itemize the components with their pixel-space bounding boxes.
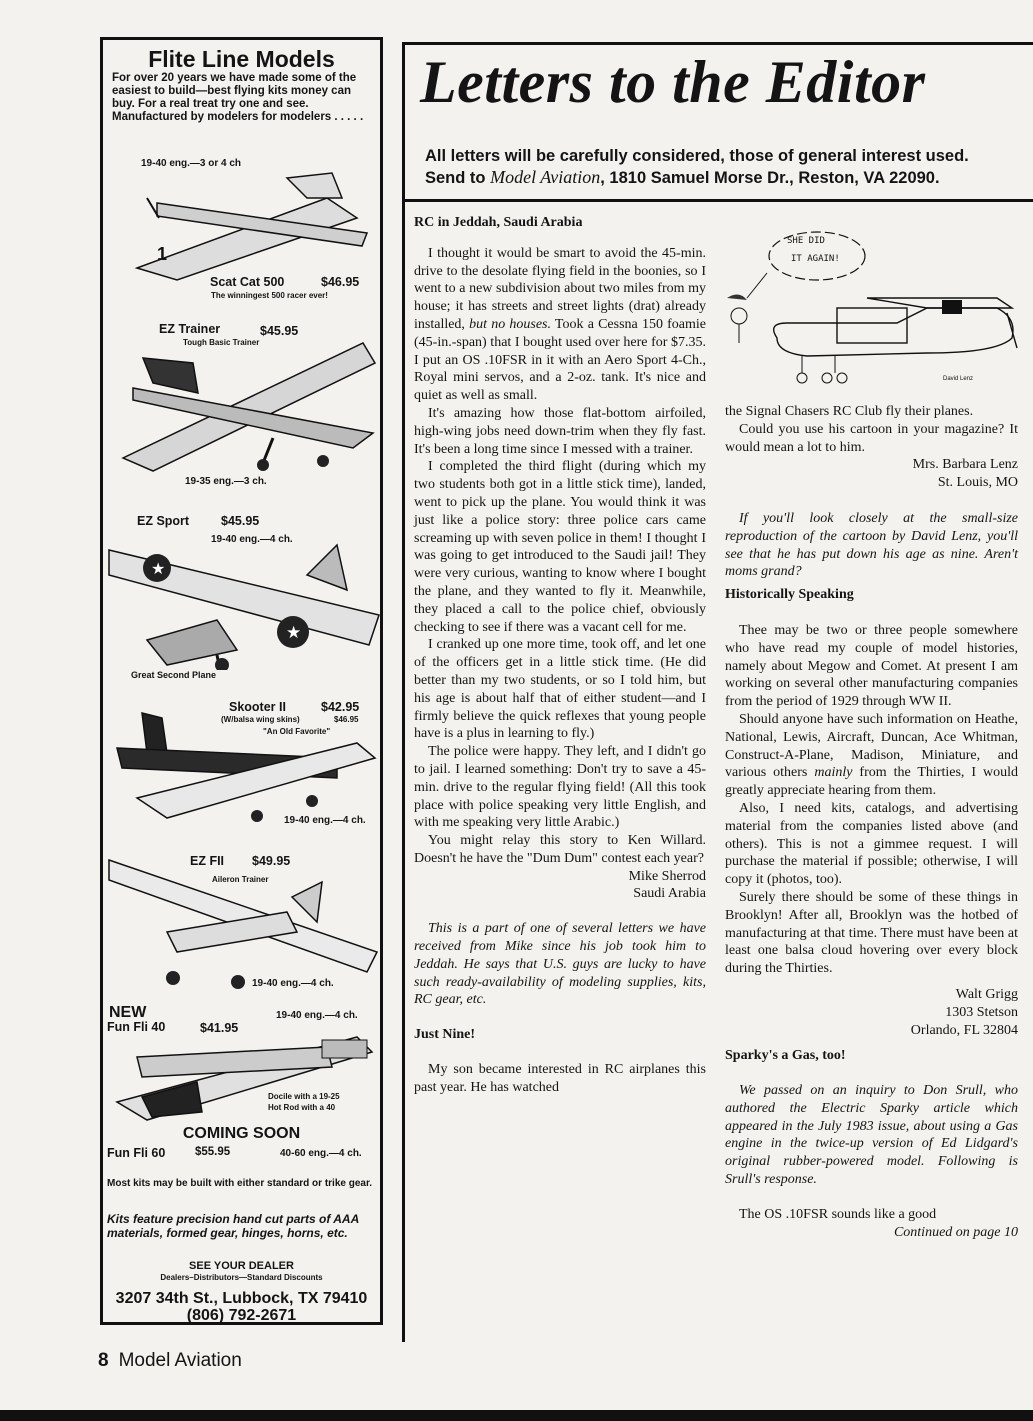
letter-paragraph: Also, I need kits, catalogs, and advertising material from the companies listed above (and others). This is not a gimmee request. I will purchase the material if possible; otherwise, I will copy it (photos, too).: [725, 800, 1018, 888]
ez-trainer-price: $45.95: [260, 324, 299, 338]
letters-column-1: [414, 214, 706, 1097]
skooter-name: Skooter II: [229, 700, 286, 714]
ad-title: Flite Line Models: [148, 46, 335, 72]
editor-note: This is a part of one of several letters we have received from Mike since his job took him to Jeddah. He says that U.S. guys are lucky to have such ready-availability of modeling supplies, kits, RC gear, etc.: [414, 921, 706, 1008]
ez-fii-price: $49.95: [252, 854, 291, 868]
signature-city: Orlando, FL 32804: [910, 1022, 1018, 1038]
editor-note: If you'll look closely at the small-size reproduction of the cartoon by David Lenz, you'll see that he has put down his age as nine. Aren't moms grand?: [725, 510, 1018, 580]
fun-fli-40-price: $41.95: [200, 1021, 239, 1035]
svg-text:★: ★: [286, 623, 302, 642]
signature-name: Walt Grigg: [955, 986, 1018, 1002]
editor-note: We passed on an inquiry to Don Srull, who authored the Electric Sparky article which appeared in the July 1983 issue, about using a Gas engine in the twice-up version of Ed Lidgard's original rubber-powered model. Following is Srull's response.: [725, 1083, 1018, 1188]
cartoon-credit: David Lenz: [943, 376, 974, 382]
ez-sport-price: $45.95: [221, 514, 260, 528]
signature-name: Mrs. Barbara Lenz: [912, 457, 1018, 473]
fun-fli-60-name: Fun Fli 60: [107, 1146, 166, 1160]
ez-trainer-tagline: Tough Basic Trainer: [183, 338, 260, 347]
letter-paragraph: Could you use his cartoon in your magazine? It would mean a lot to him.: [725, 421, 1018, 455]
cartoon: [727, 228, 1020, 393]
letters-column-2: [725, 403, 1018, 1241]
signature-place: Saudi Arabia: [633, 886, 706, 902]
ad-street: 3207 34th St., Lubbock, TX 79410: [115, 1290, 368, 1307]
letter-paragraph: Thee may be two or three people somewhere who have read my couple of model histories, namely about Megow and Comet. At present I am working on several other manufacturing companies from the period of 1929 through WW II.: [725, 622, 1018, 710]
page-footer: [98, 1350, 242, 1372]
ez-sport-plane-icon: [107, 530, 383, 670]
submission-policy: All letters will be carefully considered, those of general interest used.: [425, 147, 969, 165]
ez-trainer-name: EZ Trainer: [159, 322, 221, 336]
coming-soon: COMING SOON: [182, 1125, 301, 1142]
svg-text:1: 1: [157, 244, 168, 264]
ad-intro: For over 20 years we have made some of the easiest to build—best flying kits money can buy. For a real treat try one and see. Manufactured by modelers for modelers . . . . .: [112, 72, 364, 123]
fun-fli-60-price: $55.95: [195, 1146, 231, 1158]
letter-heading-nine: Just Nine!: [414, 1027, 476, 1043]
header-top-rule: [405, 42, 1033, 45]
cartoon-plane-icon: [727, 228, 1020, 393]
letter-heading-jeddah: RC in Jeddah, Saudi Arabia: [414, 215, 583, 230]
skooter-plane-icon: [107, 708, 383, 823]
ez-fii-spec: 19-40 eng.—4 ch.: [252, 978, 334, 989]
skooter-tagline: (W/balsa wing skins): [221, 715, 300, 724]
header-bottom-rule: [405, 199, 1033, 202]
continued-link[interactable]: Continued on page 10: [893, 1224, 1018, 1240]
letter-paragraph: It's amazing how those flat-bottom airfoiled, high-wing jobs need down-trim when they fly fast. It's been a long time since I messed with a trainer.: [414, 405, 706, 457]
scat-cat-spec: 19-40 eng.—3 or 4 ch: [141, 158, 242, 169]
ez-trainer-spec: 19-35 eng.—3 ch.: [185, 476, 267, 487]
letter-paragraph: Should anyone have such information on Heathe, National, Lewis, Aircraft, Duncan, Ace Whitman, Construct-A-Plane, Madison, Miniature, and various others mainly from the Thirties, I would greatly appreciate hearing from them.: [725, 711, 1018, 799]
svg-text:★: ★: [151, 561, 166, 578]
letter-paragraph: the Signal Chasers RC Club fly their planes.: [725, 404, 974, 419]
letter-paragraph: You might relay this story to Ken Willard. Doesn't he have the "Dum Dum" contest each year?: [414, 833, 706, 866]
ez-sport-spec: 19-40 eng.—4 ch.: [211, 534, 293, 545]
submission-info: [425, 146, 1025, 189]
fun-fli-40-spec: 19-40 eng.—4 ch.: [276, 1010, 358, 1021]
skooter-price-skins: $46.95: [334, 715, 359, 724]
ad-phone: (806) 792-2671: [186, 1307, 297, 1324]
ez-sport-tagline: Great Second Plane: [131, 670, 217, 680]
scat-cat-plane-icon: [117, 168, 382, 283]
skooter-quote: "An Old Favorite": [263, 727, 331, 736]
letter-paragraph: Surely there should be some of these things in Brooklyn! After all, Brooklyn was the hotbed of manufacturing at that time. There must have been at least one balsa cloud hovering over every block during the Thirties.: [725, 889, 1018, 977]
letter-paragraph: The police were happy. They left, and I didn't go to jail. I learned something: Don't try to save a 45-min. drive to the regular flying field! (All this took place with police speaking very little English, and with me speaking very little Arabic.): [414, 744, 706, 831]
publication-name: Model Aviation: [490, 167, 601, 187]
ez-fii-plane-icon: [107, 852, 383, 992]
page-title: Letters to the Editor: [420, 49, 926, 115]
fun-fli-40-name: Fun Fli 40: [107, 1020, 166, 1034]
scan-edge: [0, 1410, 1033, 1421]
fun-fli-40-plane-icon: [107, 1032, 383, 1122]
ez-trainer-plane-icon: [113, 338, 383, 473]
ez-fii-tagline: Aileron Trainer: [212, 875, 269, 884]
dealer-line: SEE YOUR DEALER: [189, 1260, 294, 1272]
signature-address: 1303 Stetson: [945, 1004, 1018, 1020]
fun-fli-40-tagline2: Hot Rod with a 40: [268, 1103, 336, 1112]
fun-fli-40-new-badge: NEW: [109, 1004, 147, 1021]
cartoon-speech-line1: SHE DID: [787, 236, 825, 246]
skooter-spec: 19-40 eng.—4 ch.: [284, 815, 366, 826]
scat-cat-tagline: The winningest 500 racer ever!: [211, 291, 328, 300]
ad-address: [103, 1290, 380, 1324]
kit-features: Kits feature precision hand cut parts of AAA materials, formed gear, hinges, horns, etc.: [107, 1212, 359, 1240]
letter-heading-sparky: Sparky's a Gas, too!: [725, 1048, 846, 1064]
gear-note: Most kits may be built with either standard or trike gear.: [107, 1178, 373, 1189]
ez-fii-name: EZ FII: [190, 854, 225, 868]
magazine-name: Model Aviation: [118, 1350, 242, 1371]
scat-cat-name: Scat Cat 500: [210, 275, 285, 289]
letter-heading-history: Historically Speaking: [725, 587, 854, 603]
flite-line-ad: [100, 37, 383, 1325]
submission-address: Send to Model Aviation, 1810 Samuel Morse Dr., Reston, VA 22090.: [425, 167, 940, 187]
ez-sport-name: EZ Sport: [137, 514, 190, 528]
letter-paragraph: I cranked up one more time, took off, and let one of the officers get in a little stick time. (He did better than my two students, or so I told him, but his age is about half that of either student—and I firmly believe the quick reflexes that young people have is a plus in learning to fly.): [414, 637, 706, 742]
signature-name: Mike Sherrod: [628, 868, 706, 884]
letter-paragraph: My son became interested in RC airplanes this past year. He has watched: [414, 1062, 706, 1095]
letter-paragraph: The OS .10FSR sounds like a good: [739, 1206, 937, 1222]
signature-place: St. Louis, MO: [937, 475, 1018, 491]
letter-paragraph: I completed the third flight (during which my two students both got in a little stick time), landed, went to pick up the plane. You would think it was just like a police story: three police cars came screaming up with seven police in them! I thought I was going to get introduced to the Saudi jail! They were very curious, wanting to know where I bought the plane, and they wanted to fly it. Meanwhile, they placed a call to the police chief, obviously checking to see if there was a vacant cell for me.: [414, 459, 706, 635]
page-number: 8: [98, 1350, 109, 1371]
skooter-price: $42.95: [321, 700, 360, 714]
fun-fli-40-tagline: Docile with a 19-25: [268, 1092, 340, 1101]
cartoon-speech-line2: IT AGAIN!: [791, 254, 840, 264]
fun-fli-60-spec: 40-60 eng.—4 ch.: [280, 1148, 362, 1159]
letter-paragraph: I thought it would be smart to avoid the 45-min. drive to the desolate flying field in the boonies, so I went to a new subdivision about two miles from my house; it has streets and street lights (drat) already installed, but no houses. Took a Cessna 150 foamie (45-in.-span) that I bought used over here for $7.35. I put an OS .10FSR in it with an Aero Sport 4-Ch., Royal mini servos, and a 2-oz. tank. It's nice and quiet as well as small.: [414, 245, 706, 404]
scat-cat-price: $46.95: [321, 275, 360, 289]
dealer-sub: Dealers–Distributors—Standard Discounts: [160, 1273, 323, 1282]
column-divider: [402, 42, 405, 1342]
